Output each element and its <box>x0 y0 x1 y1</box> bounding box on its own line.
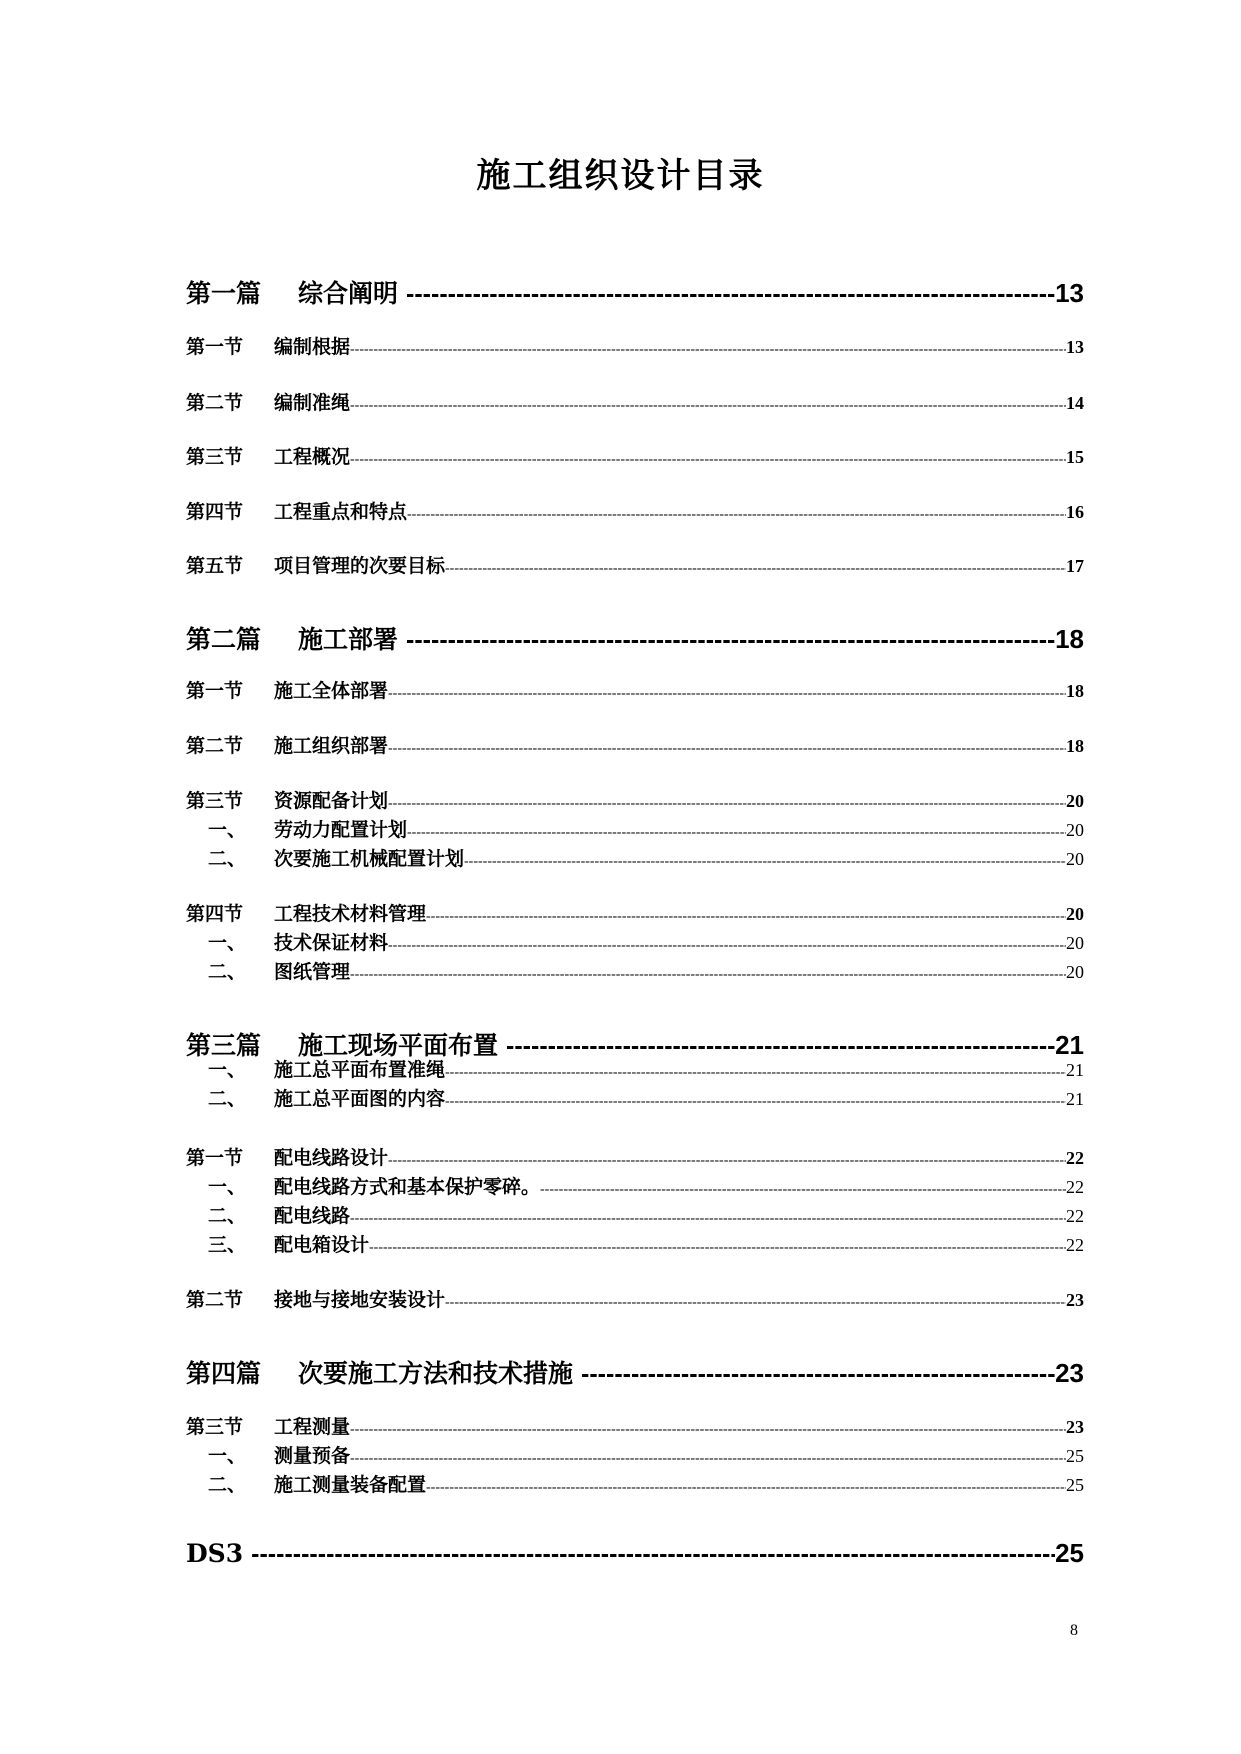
toc-entry[interactable] <box>186 274 1084 310</box>
toc-entry-page: 14 <box>1066 393 1084 413</box>
toc-entry[interactable] <box>186 1084 1084 1111</box>
dot-leader <box>388 1153 1066 1169</box>
toc-entry-label: 第二节 <box>186 1289 244 1311</box>
toc-entry[interactable] <box>186 676 1084 703</box>
toc-entry[interactable] <box>186 1230 1084 1257</box>
dot-leader <box>388 686 1066 702</box>
toc-entry-page: 17 <box>1066 556 1084 576</box>
toc-entry-title: 施工组织部署 <box>274 735 389 757</box>
toc-entry-title: 工程重点和特点 <box>274 501 408 523</box>
toc-entry-label: 第五节 <box>186 555 244 577</box>
toc-entry-page: 20 <box>1066 904 1084 924</box>
toc-entry-title: 编制准绳 <box>274 392 351 414</box>
toc-entry-label: 第四篇 <box>186 1359 262 1388</box>
toc-entry[interactable] <box>186 332 1084 359</box>
toc-entry-page: 16 <box>1066 502 1084 522</box>
toc-entry-page: 21 <box>1066 1060 1084 1080</box>
toc-entry-page: 25 <box>1066 1475 1084 1495</box>
toc-entry[interactable] <box>186 388 1084 415</box>
toc-entry[interactable] <box>186 551 1084 578</box>
dot-leader <box>540 1182 1066 1198</box>
toc-entry-title: 劳动力配置计划 <box>274 819 408 841</box>
dot-leader <box>350 967 1066 983</box>
toc-entry-label: 一、 <box>208 819 247 841</box>
toc-entry-title: 工程概况 <box>274 446 351 468</box>
toc-entry[interactable] <box>186 844 1084 871</box>
toc-entry-title: 配电线路设计 <box>274 1147 389 1169</box>
dot-leader <box>388 796 1066 812</box>
toc-entry-page: 13 <box>1055 278 1084 308</box>
page-number: 8 <box>1070 1622 1078 1639</box>
toc-entry-page: 21 <box>1055 1030 1084 1060</box>
toc-entry-title: 资源配备计划 <box>274 790 389 812</box>
toc-entry-page: 15 <box>1066 447 1084 467</box>
dot-leader <box>369 1240 1066 1256</box>
toc-entry[interactable] <box>186 497 1084 524</box>
toc-entry[interactable] <box>186 899 1084 926</box>
toc-entry[interactable] <box>186 786 1084 813</box>
toc-entry[interactable] <box>186 1538 1084 1569</box>
dot-leader <box>350 398 1066 414</box>
dot-leader <box>350 1211 1066 1227</box>
toc-entry[interactable] <box>186 815 1084 842</box>
toc-entry-label: 第三节 <box>186 790 244 812</box>
toc-entry[interactable] <box>186 1470 1084 1497</box>
toc-entry-label: 二、 <box>208 848 247 870</box>
dot-leader <box>388 741 1066 757</box>
toc-entry-page: 23 <box>1055 1358 1084 1388</box>
toc-entry-page: 25 <box>1066 1446 1084 1466</box>
toc-entry-title: 工程技术材料管理 <box>274 903 427 925</box>
toc-entry-page: 13 <box>1066 337 1084 357</box>
toc-entry-title: 图纸管理 <box>274 961 351 983</box>
toc-entry[interactable] <box>186 1055 1084 1082</box>
page-title: 施工组织设计目录 <box>476 156 765 196</box>
toc-entry-label: 一、 <box>208 1059 247 1081</box>
toc-entry[interactable] <box>186 1201 1084 1228</box>
toc-entry[interactable] <box>186 928 1084 955</box>
toc-entry-label: 第二节 <box>186 392 244 414</box>
toc-entry-page: 18 <box>1066 736 1084 756</box>
toc-entry-label: 第四节 <box>186 903 244 925</box>
toc-entry-label: 第三篇 <box>186 1031 262 1060</box>
toc-entry-label: 第四节 <box>186 501 244 523</box>
toc-entry[interactable] <box>186 1412 1084 1439</box>
dot-leader <box>406 280 1055 309</box>
toc-entry-page: 25 <box>1055 1538 1084 1568</box>
toc-entry-label: 一、 <box>208 1445 247 1467</box>
toc-entry-label: 二、 <box>208 961 247 983</box>
dot-leader <box>445 1094 1066 1110</box>
toc-entry-page: 22 <box>1066 1148 1084 1168</box>
dot-leader <box>407 825 1066 841</box>
dot-leader <box>581 1360 1055 1389</box>
toc-entry-title: 综合阐明 <box>298 279 399 308</box>
toc-entry-title: 施工总平面布置准绳 <box>274 1059 446 1081</box>
toc-entry-label: 第三节 <box>186 1416 244 1438</box>
dot-leader <box>426 909 1066 925</box>
toc-entry-page: 20 <box>1066 962 1084 982</box>
toc-entry-page: 23 <box>1066 1290 1084 1310</box>
toc-entry-label: 二、 <box>208 1474 247 1496</box>
toc-entry-label: 二、 <box>208 1088 247 1110</box>
toc-entry-title: 配电线路 <box>274 1205 351 1227</box>
dot-leader <box>251 1540 1055 1569</box>
dot-leader <box>406 626 1055 655</box>
toc-entry-title: 工程测量 <box>274 1416 351 1438</box>
toc-entry[interactable] <box>186 442 1084 469</box>
toc-entry[interactable] <box>186 731 1084 758</box>
dot-leader <box>388 938 1066 954</box>
toc-entry-page: 21 <box>1066 1089 1084 1109</box>
dot-leader <box>407 507 1066 523</box>
toc-entry-page: 20 <box>1066 849 1084 869</box>
toc-entry[interactable] <box>186 957 1084 984</box>
toc-entry-page: 20 <box>1066 820 1084 840</box>
dot-leader <box>350 452 1066 468</box>
toc-entry-title: 技术保证材料 <box>274 932 389 954</box>
toc-entry-label: 一、 <box>208 932 247 954</box>
toc-entry-label: 三、 <box>208 1234 247 1256</box>
toc-entry-title: 施工总平面图的内容 <box>274 1088 446 1110</box>
toc-entry-label: 第一节 <box>186 680 244 702</box>
dot-leader <box>350 342 1066 358</box>
dot-leader <box>350 1422 1066 1438</box>
toc-entry-title: 施工全体部署 <box>274 680 389 702</box>
toc-entry-title: 配电线路方式和基本保护零碎。 <box>274 1176 541 1198</box>
dot-leader <box>445 1295 1066 1311</box>
toc-entry-page: 18 <box>1055 624 1084 654</box>
toc-entry-page: 22 <box>1066 1177 1084 1197</box>
toc-entry-label: 第二篇 <box>186 625 262 654</box>
dot-leader <box>445 1065 1066 1081</box>
toc-entry-label: 二、 <box>208 1205 247 1227</box>
toc-entry-title: DS3 <box>186 1539 244 1568</box>
toc-entry-page: 22 <box>1066 1206 1084 1226</box>
dot-leader <box>445 561 1066 577</box>
toc-entry-title: 施工现场平面布置 <box>298 1031 499 1060</box>
dot-leader <box>426 1480 1066 1496</box>
toc-entry-page: 23 <box>1066 1417 1084 1437</box>
toc-entry-title: 次要施工方法和技术措施 <box>298 1359 574 1388</box>
toc-entry-title: 项目管理的次要目标 <box>274 555 446 577</box>
toc-entry[interactable] <box>186 1354 1084 1390</box>
toc-entry[interactable] <box>186 1285 1084 1312</box>
toc-entry-title: 配电箱设计 <box>274 1234 370 1256</box>
toc-entry[interactable] <box>186 1172 1084 1199</box>
toc-entry-title: 施工测量装备配置 <box>274 1474 427 1496</box>
toc-entry-title: 次要施工机械配置计划 <box>274 848 465 870</box>
toc-entry-page: 20 <box>1066 791 1084 811</box>
toc-entry-label: 第二节 <box>186 735 244 757</box>
toc-entry-title: 编制根据 <box>274 336 351 358</box>
toc-entry-label: 第一节 <box>186 1147 244 1169</box>
toc-entry-label: 第三节 <box>186 446 244 468</box>
toc-entry-title: 测量预备 <box>274 1445 351 1467</box>
toc-entry-title: 接地与接地安装设计 <box>274 1289 446 1311</box>
toc-entry-title: 施工部署 <box>298 625 399 654</box>
toc-entry-label: 一、 <box>208 1176 247 1198</box>
toc-entry-label: 第一篇 <box>186 279 262 308</box>
toc-entry[interactable] <box>186 620 1084 656</box>
toc-entry-label: 第一节 <box>186 336 244 358</box>
dot-leader <box>464 854 1066 870</box>
dot-leader <box>350 1451 1066 1467</box>
toc-entry[interactable] <box>186 1441 1084 1468</box>
toc-entry-page: 20 <box>1066 933 1084 953</box>
toc-entry[interactable] <box>186 1143 1084 1170</box>
toc-entry-page: 22 <box>1066 1235 1084 1255</box>
toc-entry-page: 18 <box>1066 681 1084 701</box>
